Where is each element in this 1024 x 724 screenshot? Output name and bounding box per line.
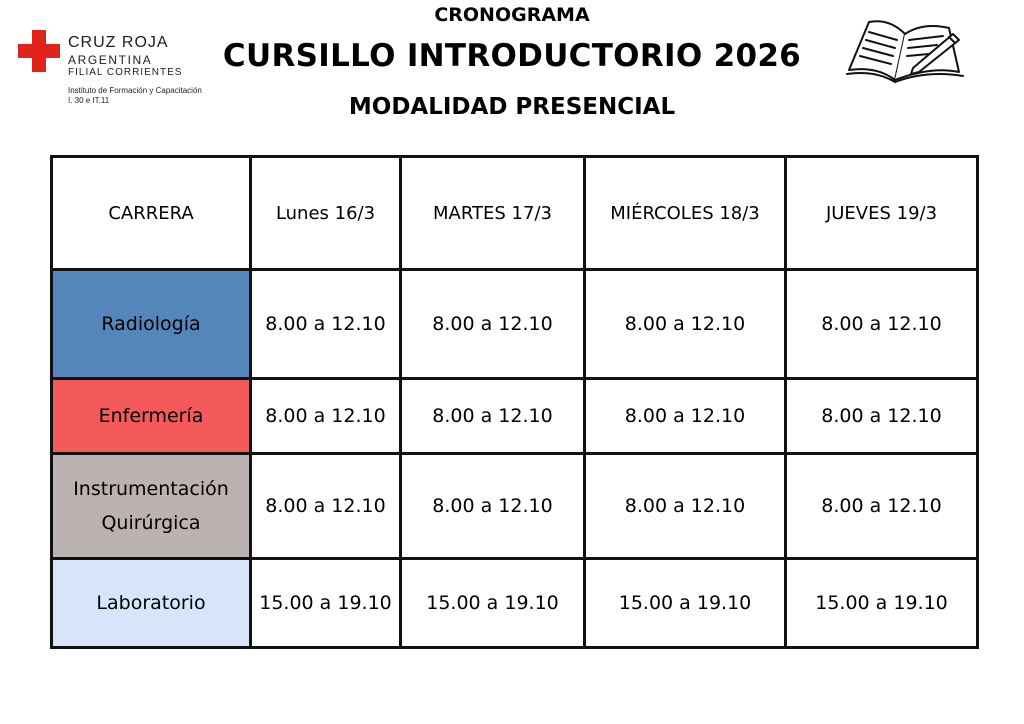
document-kicker: CRONOGRAMA: [434, 4, 590, 26]
time-cell: 15.00 a 19.10: [585, 559, 786, 648]
time-cell: 8.00 a 12.10: [786, 379, 978, 454]
time-cell: 15.00 a 19.10: [401, 559, 585, 648]
time-cell: 8.00 a 12.10: [786, 454, 978, 559]
table-row: [52, 559, 978, 648]
time-cell: 8.00 a 12.10: [401, 454, 585, 559]
document-title: CURSILLO INTRODUCTORIO 2026: [222, 38, 802, 74]
time-cell: 8.00 a 12.10: [585, 454, 786, 559]
career-cell: [52, 454, 251, 559]
career-cell: Radiología: [52, 270, 251, 379]
table-row: [52, 454, 978, 559]
document-subtitle: MODALIDAD PRESENCIAL: [348, 94, 676, 120]
time-cell: 8.00 a 12.10: [251, 270, 401, 379]
table-row: [52, 270, 978, 379]
time-cell: 8.00 a 12.10: [786, 270, 978, 379]
logo-line-1: CRUZ ROJA: [68, 34, 169, 51]
time-cell: 8.00 a 12.10: [401, 379, 585, 454]
logo-line-3: FILIAL CORRIENTES: [68, 67, 183, 78]
time-cell: 8.00 a 12.10: [251, 454, 401, 559]
column-header: Lunes 16/3: [251, 157, 401, 270]
table-row: [52, 379, 978, 454]
column-header: CARRERA: [52, 157, 251, 270]
time-cell: 8.00 a 12.10: [251, 379, 401, 454]
time-cell: 15.00 a 19.10: [786, 559, 978, 648]
logo-line-2: ARGENTINA: [68, 53, 153, 67]
career-cell: Enfermería: [52, 379, 251, 454]
column-header: JUEVES 19/3: [786, 157, 978, 270]
time-cell: 8.00 a 12.10: [401, 270, 585, 379]
time-cell: 15.00 a 19.10: [251, 559, 401, 648]
column-header: MIÉRCOLES 18/3: [585, 157, 786, 270]
time-cell: 8.00 a 12.10: [585, 270, 786, 379]
time-cell: 8.00 a 12.10: [585, 379, 786, 454]
column-header: MARTES 17/3: [401, 157, 585, 270]
institute-code: I. 30 e IT.11: [68, 96, 110, 105]
career-line-2: Quirúrgica: [101, 512, 201, 534]
career-line-1: Instrumentación: [73, 478, 229, 500]
institute-name: Instituto de Formación y Capacitación: [68, 86, 202, 95]
open-book-icon: [845, 12, 965, 84]
table-header-row: [52, 157, 978, 270]
schedule-table: [50, 155, 979, 649]
career-cell: Laboratorio: [52, 559, 251, 648]
